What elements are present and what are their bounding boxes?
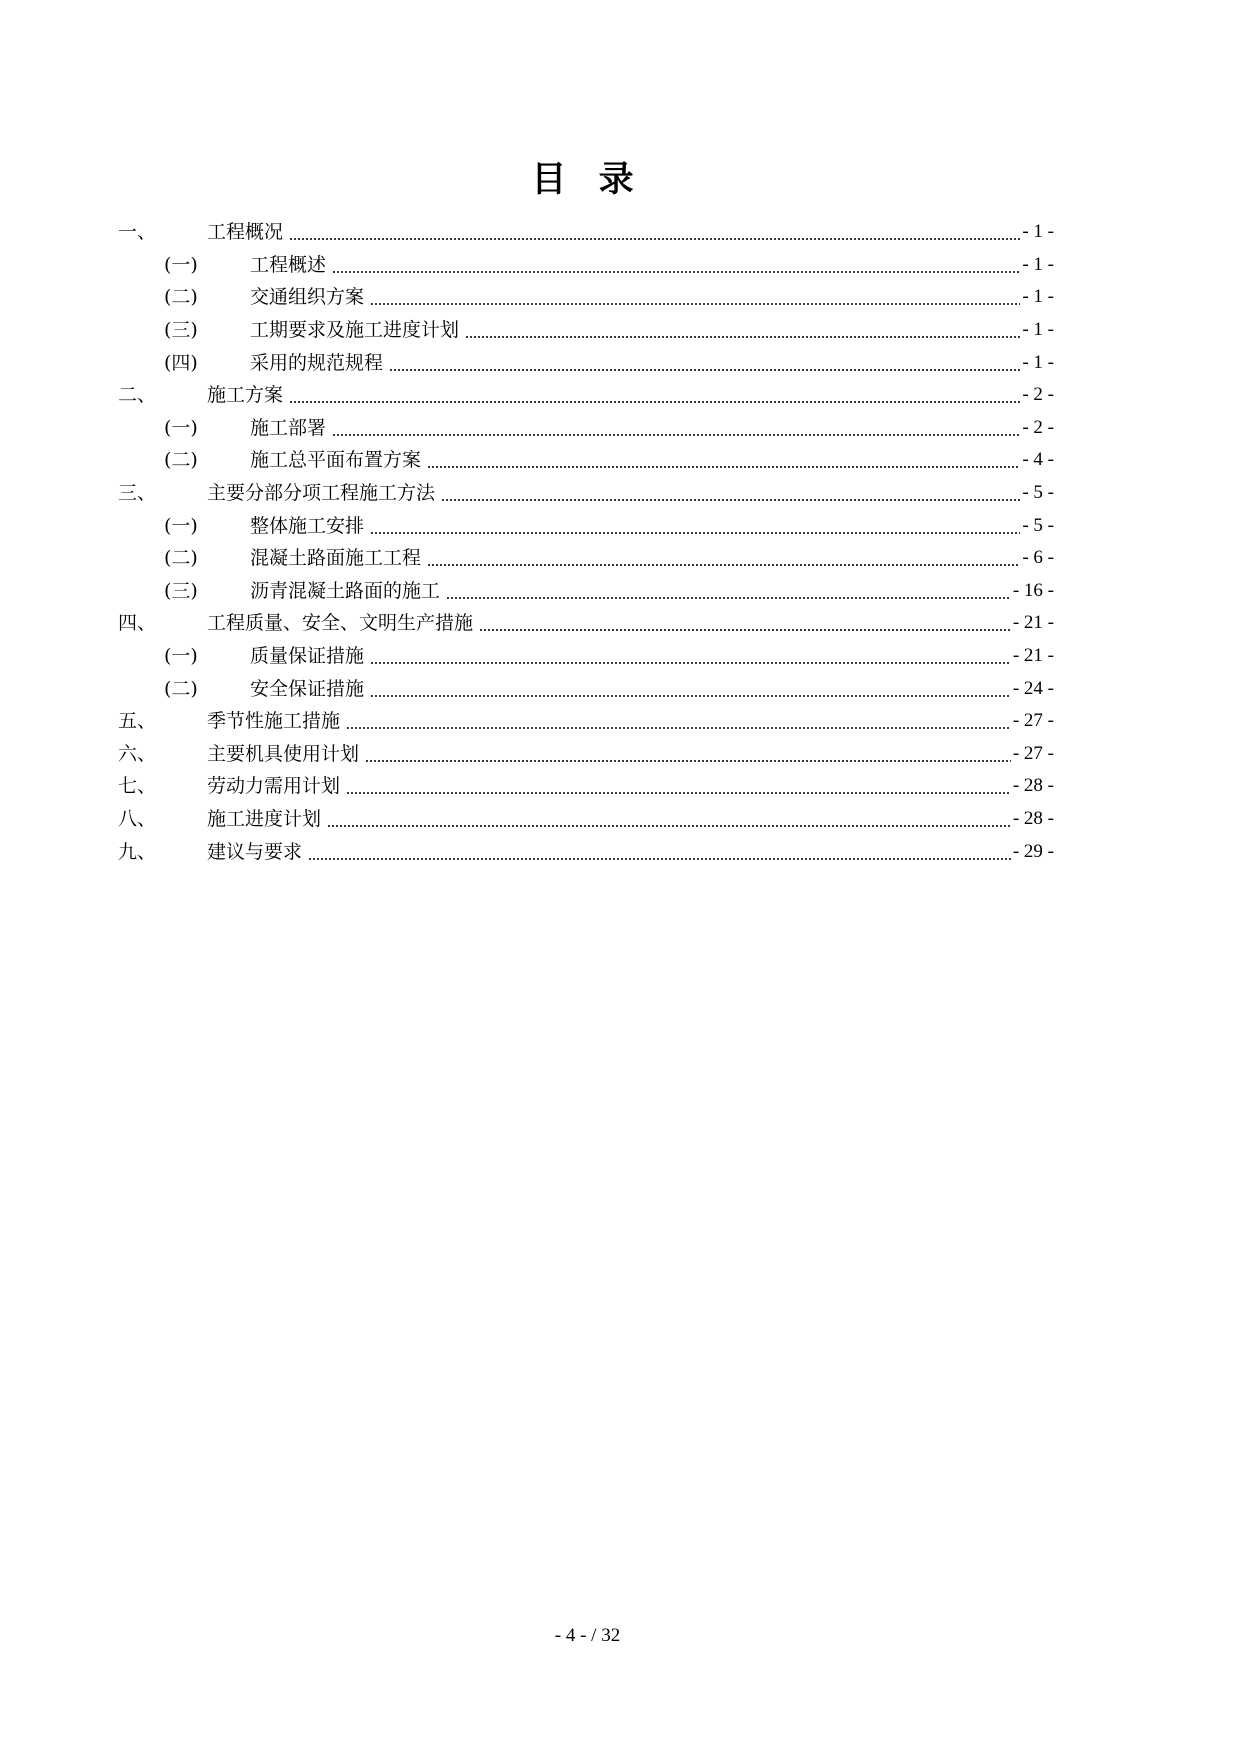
- toc-entry-number: (三): [164, 319, 198, 342]
- toc-entry-page: - 1 -: [1022, 253, 1054, 275]
- toc-entry-label[interactable]: 劳动力需用计划: [207, 775, 341, 798]
- toc-entry-number: 九、: [118, 840, 157, 863]
- dot-leader: [465, 335, 1020, 339]
- dot-leader: [308, 857, 1011, 861]
- dot-leader: [346, 791, 1011, 795]
- toc-entry-page: - 28 -: [1012, 775, 1054, 797]
- toc-entry-number: (四): [164, 351, 198, 374]
- toc-subentry[interactable]: [118, 314, 1054, 347]
- dot-leader: [446, 596, 1011, 600]
- toc-entry-number: (二): [164, 677, 198, 700]
- toc-entry-number: (一): [164, 416, 198, 439]
- toc-subentry[interactable]: [118, 444, 1054, 477]
- dot-leader: [346, 726, 1011, 730]
- toc-entry-page: - 5 -: [1022, 482, 1054, 504]
- toc-entry-page: - 21 -: [1012, 612, 1054, 634]
- toc-entry-label[interactable]: 主要分部分项工程施工方法: [207, 482, 436, 505]
- toc-entry-label[interactable]: 工程质量、安全、文明生产措施: [207, 612, 474, 635]
- toc-entry-label[interactable]: 工程概述: [250, 253, 327, 276]
- toc-entry[interactable]: [118, 803, 1054, 836]
- toc-entry-label[interactable]: 施工总平面布置方案: [250, 449, 422, 472]
- toc-entry-label[interactable]: 采用的规范规程: [250, 351, 384, 374]
- toc-entry-number: (二): [164, 449, 198, 472]
- toc-subentry[interactable]: [118, 542, 1054, 575]
- dot-leader: [327, 824, 1011, 828]
- toc-entry-number: (一): [164, 514, 198, 537]
- dot-leader: [365, 759, 1011, 763]
- toc-entry-label[interactable]: 建议与要求: [207, 840, 303, 863]
- toc-subentry[interactable]: [118, 249, 1054, 282]
- toc-entry-number: 三、: [118, 482, 157, 505]
- dot-leader: [370, 694, 1011, 698]
- toc-entry[interactable]: [118, 705, 1054, 738]
- toc-entry-page: - 2 -: [1022, 416, 1054, 438]
- toc-entry-label[interactable]: 工期要求及施工进度计划: [250, 319, 460, 342]
- dot-leader: [370, 661, 1011, 665]
- toc-subentry[interactable]: [118, 509, 1054, 542]
- toc-subentry[interactable]: [118, 346, 1054, 379]
- toc-entry-number: (二): [164, 286, 198, 309]
- toc-entry-number: 八、: [118, 807, 157, 830]
- toc-entry-page: - 6 -: [1022, 547, 1054, 569]
- toc-entry-number: 二、: [118, 384, 157, 407]
- toc-entry-number: 四、: [118, 612, 157, 635]
- toc-subentry[interactable]: [118, 575, 1054, 608]
- toc-entry-number: (二): [164, 547, 198, 570]
- toc-entry-number: (三): [164, 579, 198, 602]
- toc-entry-label[interactable]: 施工部署: [250, 416, 327, 439]
- toc-entry-page: - 27 -: [1012, 742, 1054, 764]
- toc-subentry[interactable]: [118, 672, 1054, 705]
- toc-entry-page: - 1 -: [1022, 319, 1054, 341]
- toc-entry-label[interactable]: 沥青混凝土路面的施工: [250, 579, 441, 602]
- dot-leader: [389, 368, 1020, 372]
- dot-leader: [427, 465, 1020, 469]
- toc-entry[interactable]: [118, 835, 1054, 868]
- dot-leader: [332, 433, 1020, 437]
- toc-entry-page: - 5 -: [1022, 514, 1054, 536]
- toc-entry-label[interactable]: 季节性施工措施: [207, 710, 341, 733]
- toc-entry[interactable]: [118, 379, 1054, 412]
- dot-leader: [427, 563, 1020, 567]
- toc-entry-page: - 29 -: [1012, 840, 1054, 862]
- toc-entry-page: - 4 -: [1022, 449, 1054, 471]
- toc-entry[interactable]: [118, 738, 1054, 771]
- dot-leader: [370, 531, 1020, 535]
- toc-entry-number: 七、: [118, 775, 157, 798]
- toc-entry-label[interactable]: 整体施工安排: [250, 514, 365, 537]
- toc-entry-page: - 16 -: [1012, 579, 1054, 601]
- toc-title: 目 录: [531, 160, 644, 200]
- toc-entry-label[interactable]: 施工方案: [207, 384, 284, 407]
- toc-entry-label[interactable]: 主要机具使用计划: [207, 742, 360, 765]
- toc-entry-number: (一): [164, 645, 198, 668]
- toc-entry-label[interactable]: 混凝土路面施工工程: [250, 547, 422, 570]
- toc-entry-number: 五、: [118, 710, 157, 733]
- dot-leader: [289, 400, 1020, 404]
- toc-entry[interactable]: [118, 607, 1054, 640]
- toc-entry[interactable]: [118, 477, 1054, 510]
- toc-entry-page: - 21 -: [1012, 645, 1054, 667]
- toc-entry-label[interactable]: 质量保证措施: [250, 645, 365, 668]
- toc-list: [118, 216, 1054, 868]
- toc-entry-page: - 1 -: [1022, 221, 1054, 243]
- toc-entry-number: (一): [164, 253, 198, 276]
- toc-entry-page: - 27 -: [1012, 710, 1054, 732]
- dot-leader: [441, 498, 1020, 502]
- dot-leader: [479, 628, 1011, 632]
- toc-entry-number: 一、: [118, 221, 157, 244]
- page-number-footer: - 4 - / 32: [554, 1625, 621, 1646]
- dot-leader: [289, 237, 1020, 241]
- toc-subentry[interactable]: [118, 281, 1054, 314]
- toc-entry-label[interactable]: 施工进度计划: [207, 807, 322, 830]
- toc-subentry[interactable]: [118, 412, 1054, 445]
- toc-entry-label[interactable]: 安全保证措施: [250, 677, 365, 700]
- toc-entry-number: 六、: [118, 742, 157, 765]
- toc-entry-page: - 1 -: [1022, 286, 1054, 308]
- toc-entry-label[interactable]: 交通组织方案: [250, 286, 365, 309]
- dot-leader: [332, 270, 1020, 274]
- toc-subentry[interactable]: [118, 640, 1054, 673]
- toc-entry-label[interactable]: 工程概况: [207, 221, 284, 244]
- toc-entry[interactable]: [118, 770, 1054, 803]
- toc-entry-page: - 24 -: [1012, 677, 1054, 699]
- dot-leader: [370, 302, 1020, 306]
- toc-entry-page: - 1 -: [1022, 351, 1054, 373]
- toc-entry-page: - 2 -: [1022, 384, 1054, 406]
- toc-entry[interactable]: [118, 216, 1054, 249]
- toc-entry-page: - 28 -: [1012, 807, 1054, 829]
